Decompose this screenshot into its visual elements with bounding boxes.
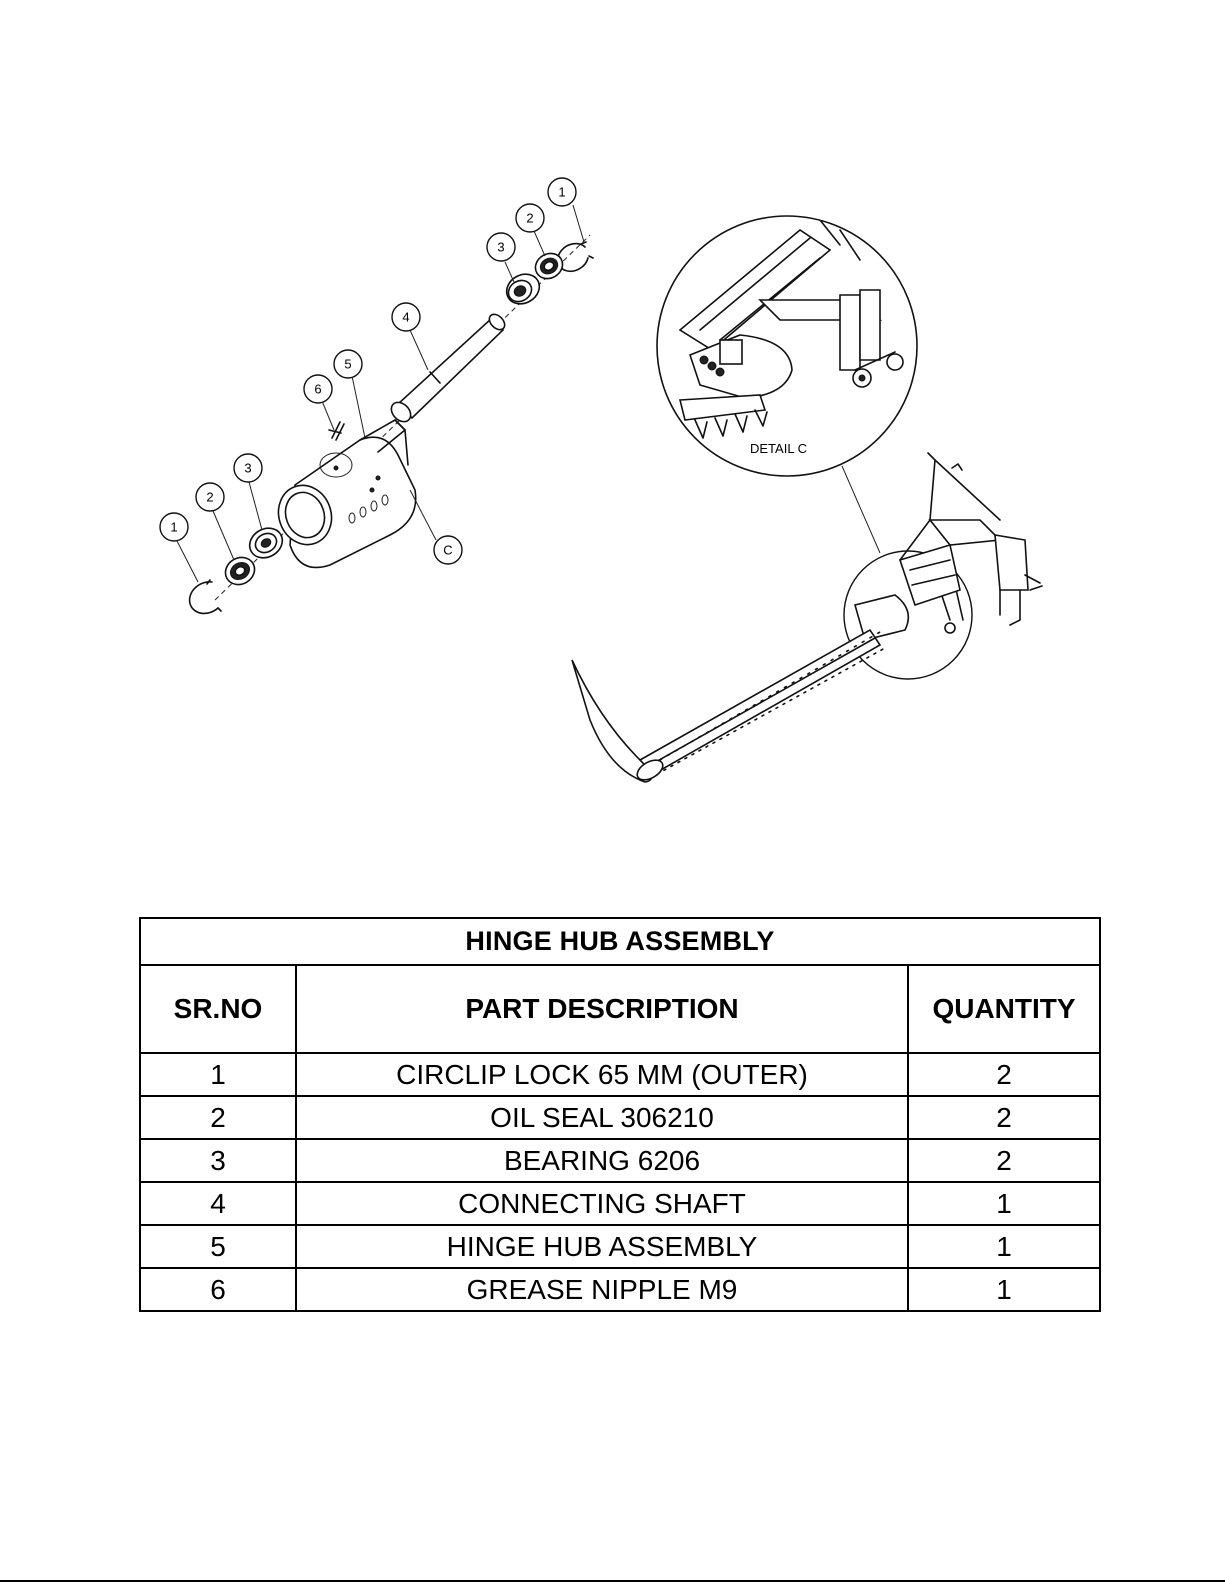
quantity-cell: 2 xyxy=(908,1139,1100,1182)
svg-text:3: 3 xyxy=(497,239,505,255)
callout-balloon-5 xyxy=(334,350,362,378)
description-cell: GREASE NIPPLE M9 xyxy=(296,1268,908,1311)
sr-no-cell: 5 xyxy=(140,1225,296,1268)
detail-c-label: DETAIL C xyxy=(750,441,808,456)
table-row xyxy=(140,1139,1100,1182)
callout-balloon-c xyxy=(434,536,462,564)
quantity-cell: 1 xyxy=(908,1182,1100,1225)
table-title-row xyxy=(140,918,1100,965)
oil-seal-lower-illustration xyxy=(221,552,260,590)
table-row xyxy=(140,1225,1100,1268)
grease-nipple-illustration xyxy=(329,422,344,440)
callout-balloon-1-upper xyxy=(548,178,576,206)
detail-c-view xyxy=(657,216,917,553)
table-row xyxy=(140,1268,1100,1311)
column-header-quantity: QUANTITY xyxy=(908,965,1100,1053)
svg-text:1: 1 xyxy=(558,184,566,200)
callout-balloon-6 xyxy=(304,375,332,403)
callout-balloon-3-upper xyxy=(487,233,515,261)
svg-text:2: 2 xyxy=(526,210,534,226)
table-row xyxy=(140,1053,1100,1096)
table-header-row xyxy=(140,965,1100,1053)
circlip-lower-illustration xyxy=(190,580,221,613)
table-title: HINGE HUB ASSEMBLY xyxy=(140,918,1100,965)
callout-balloon-1-lower xyxy=(160,513,188,541)
hinge-hub-housing-illustration xyxy=(270,420,415,568)
bearing-lower-illustration xyxy=(244,522,287,563)
parts-list-table xyxy=(139,917,1101,1312)
sickle-bar-mower-illustration xyxy=(572,453,1042,784)
callout-balloon-2-upper xyxy=(516,204,544,232)
svg-text:4: 4 xyxy=(402,309,410,325)
quantity-cell: 1 xyxy=(908,1268,1100,1311)
table-row xyxy=(140,1182,1100,1225)
callout-balloon-2-lower xyxy=(196,483,224,511)
page-bottom-rule xyxy=(0,1580,1225,1582)
sr-no-cell: 4 xyxy=(140,1182,296,1225)
svg-text:6: 6 xyxy=(314,381,322,397)
column-header-sr-no: SR.NO xyxy=(140,965,296,1053)
exploded-assembly-illustration xyxy=(160,178,593,613)
svg-text:3: 3 xyxy=(244,460,252,476)
description-cell: BEARING 6206 xyxy=(296,1139,908,1182)
quantity-cell: 2 xyxy=(908,1053,1100,1096)
svg-text:1: 1 xyxy=(170,519,178,535)
svg-text:2: 2 xyxy=(206,489,214,505)
sr-no-cell: 1 xyxy=(140,1053,296,1096)
description-cell: CIRCLIP LOCK 65 MM (OUTER) xyxy=(296,1053,908,1096)
description-cell: HINGE HUB ASSEMBLY xyxy=(296,1225,908,1268)
sr-no-cell: 3 xyxy=(140,1139,296,1182)
description-cell: OIL SEAL 306210 xyxy=(296,1096,908,1139)
column-header-part-description: PART DESCRIPTION xyxy=(296,965,908,1053)
description-cell: CONNECTING SHAFT xyxy=(296,1182,908,1225)
svg-text:5: 5 xyxy=(344,356,352,372)
quantity-cell: 2 xyxy=(908,1096,1100,1139)
callout-balloon-4 xyxy=(392,303,420,331)
table-row xyxy=(140,1096,1100,1139)
sr-no-cell: 2 xyxy=(140,1096,296,1139)
sr-no-cell: 6 xyxy=(140,1268,296,1311)
svg-text:C: C xyxy=(443,542,453,558)
quantity-cell: 1 xyxy=(908,1225,1100,1268)
callout-balloon-3-lower xyxy=(234,454,262,482)
